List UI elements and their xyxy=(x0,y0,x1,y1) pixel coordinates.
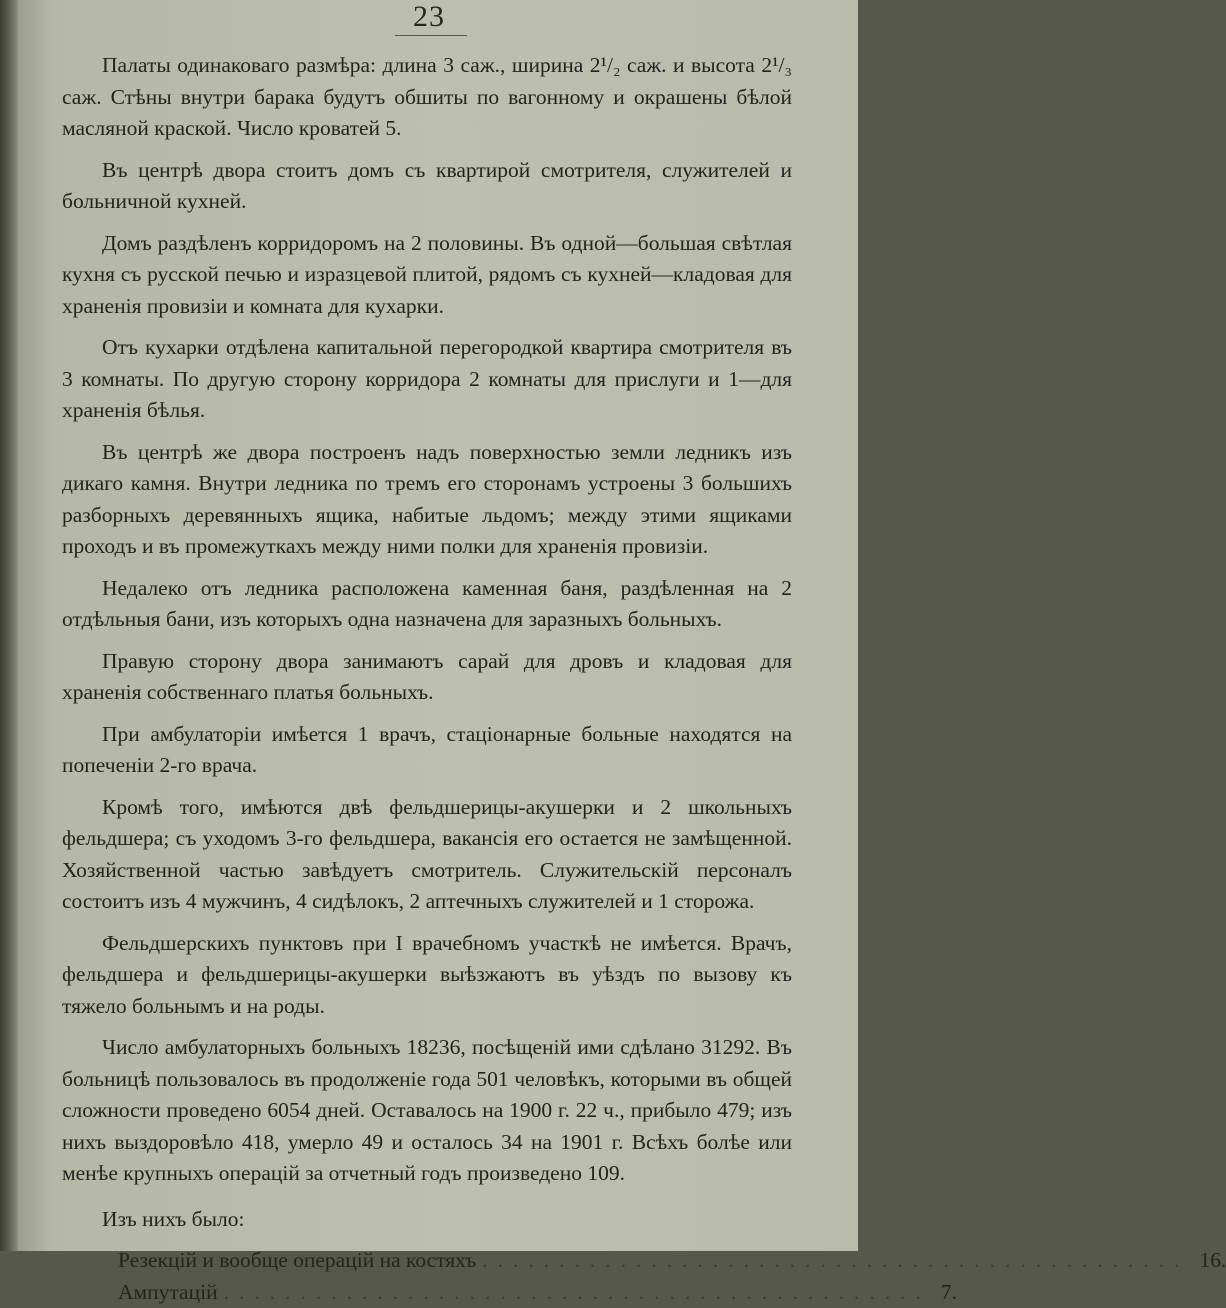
list-item xyxy=(118,1245,730,1277)
list-item-label: Резекцій и вообще операцій на костяхъ xyxy=(118,1245,476,1277)
paragraph: Кромѣ того, имѣются двѣ фельдшерицы-акушерки и 2 школьныхъ фельдшера; съ уходомъ 3-го фельдшера, вакансія его остается не замѣщенной. Хозяйственной частью завѣдуетъ смотритель. Служительскій персоналъ состоитъ изъ 4 мужчинъ, 4 сидѣлокъ, 2 аптечныхъ служителей и 1 сторожа. xyxy=(62,792,792,918)
paragraph: Палаты одинаковаго размѣра: длина 3 саж., ширина 2¹/₂ саж. и высота 2¹/₃ саж. Стѣны внутри барака будутъ обшиты по вагонному и окрашены бѣлой масляной краской. Число кроватей 5. xyxy=(62,50,792,145)
paragraph: Правую сторону двора занимаютъ сарай для дровъ и кладовая для храненія собственнаго платья больныхъ. xyxy=(62,646,792,709)
book-spine-shadow xyxy=(0,0,18,1251)
paragraph: Домъ раздѣленъ корридоромъ на 2 половины. Въ одной—большая свѣтлая кухня съ русской печью и изразцевой плитой, рядомъ съ кухней—кладовая для храненія провизіи и комната для кухарки. xyxy=(62,228,792,323)
list-heading: Изъ нихъ было: xyxy=(62,1204,792,1236)
paragraph: Въ центрѣ же двора построенъ надъ поверхностью земли ледникъ изъ дикаго камня. Внутри ледника по тремъ его сторонамъ устроены 3 большихъ разборныхъ деревянныхъ ящика, набитые льдомъ; между этими ящиками проходъ и въ промежуткахъ между ними полки для храненія провизіи. xyxy=(62,437,792,563)
dot-leader: .............................................. xyxy=(218,1277,931,1308)
operations-list xyxy=(62,1204,792,1308)
paragraph: Фельдшерскихъ пунктовъ при I врачебномъ участкѣ не имѣется. Врачъ, фельдшера и фельдшерицы-акушерки выѣзжаютъ въ уѣздъ по вызову къ тяжело больнымъ и на роды. xyxy=(62,928,792,1023)
list-item-value: 7. xyxy=(931,1277,957,1308)
header-rule xyxy=(395,35,467,36)
paragraph: При амбулаторіи имѣется 1 врачъ, стаціонарные больные находятся на попеченіи 2-го врача. xyxy=(62,719,792,782)
dot-leader: .............................................. xyxy=(476,1245,1189,1277)
paragraph: Недалеко отъ ледника расположена каменная баня, раздѣленная на 2 отдѣльныя бани, изъ которыхъ одна назначена для заразныхъ больныхъ. xyxy=(62,573,792,636)
list-item xyxy=(118,1277,730,1308)
paragraph: Отъ кухарки отдѣлена капитальной перегородкой квартира смотрителя въ 3 комнаты. По другую сторону корридора 2 комнаты для прислуги и 1—для храненія бѣлья. xyxy=(62,332,792,427)
list-item-value: 16. xyxy=(1189,1245,1226,1277)
paragraph: Въ центрѣ двора стоитъ домъ съ квартирой смотрителя, служителей и больничной кухней. xyxy=(62,155,792,218)
list-item-label: Ампутацій xyxy=(118,1277,218,1308)
page-number: 23 xyxy=(0,0,858,34)
body-text xyxy=(62,50,792,1308)
paragraph: Число амбулаторныхъ больныхъ 18236, посѣщеній ими сдѣлано 31292. Въ больницѣ пользовалось въ продолженіе года 501 человѣкъ, которыми въ общей сложности проведено 6054 дней. Оставалось на 1900 г. 22 ч., прибыло 479; изъ нихъ выздоровѣло 418, умерло 49 и осталось 34 на 1901 г. Всѣхъ болѣе или менѣе крупныхъ операцій за отчетный годъ произведено 109. xyxy=(62,1032,792,1190)
